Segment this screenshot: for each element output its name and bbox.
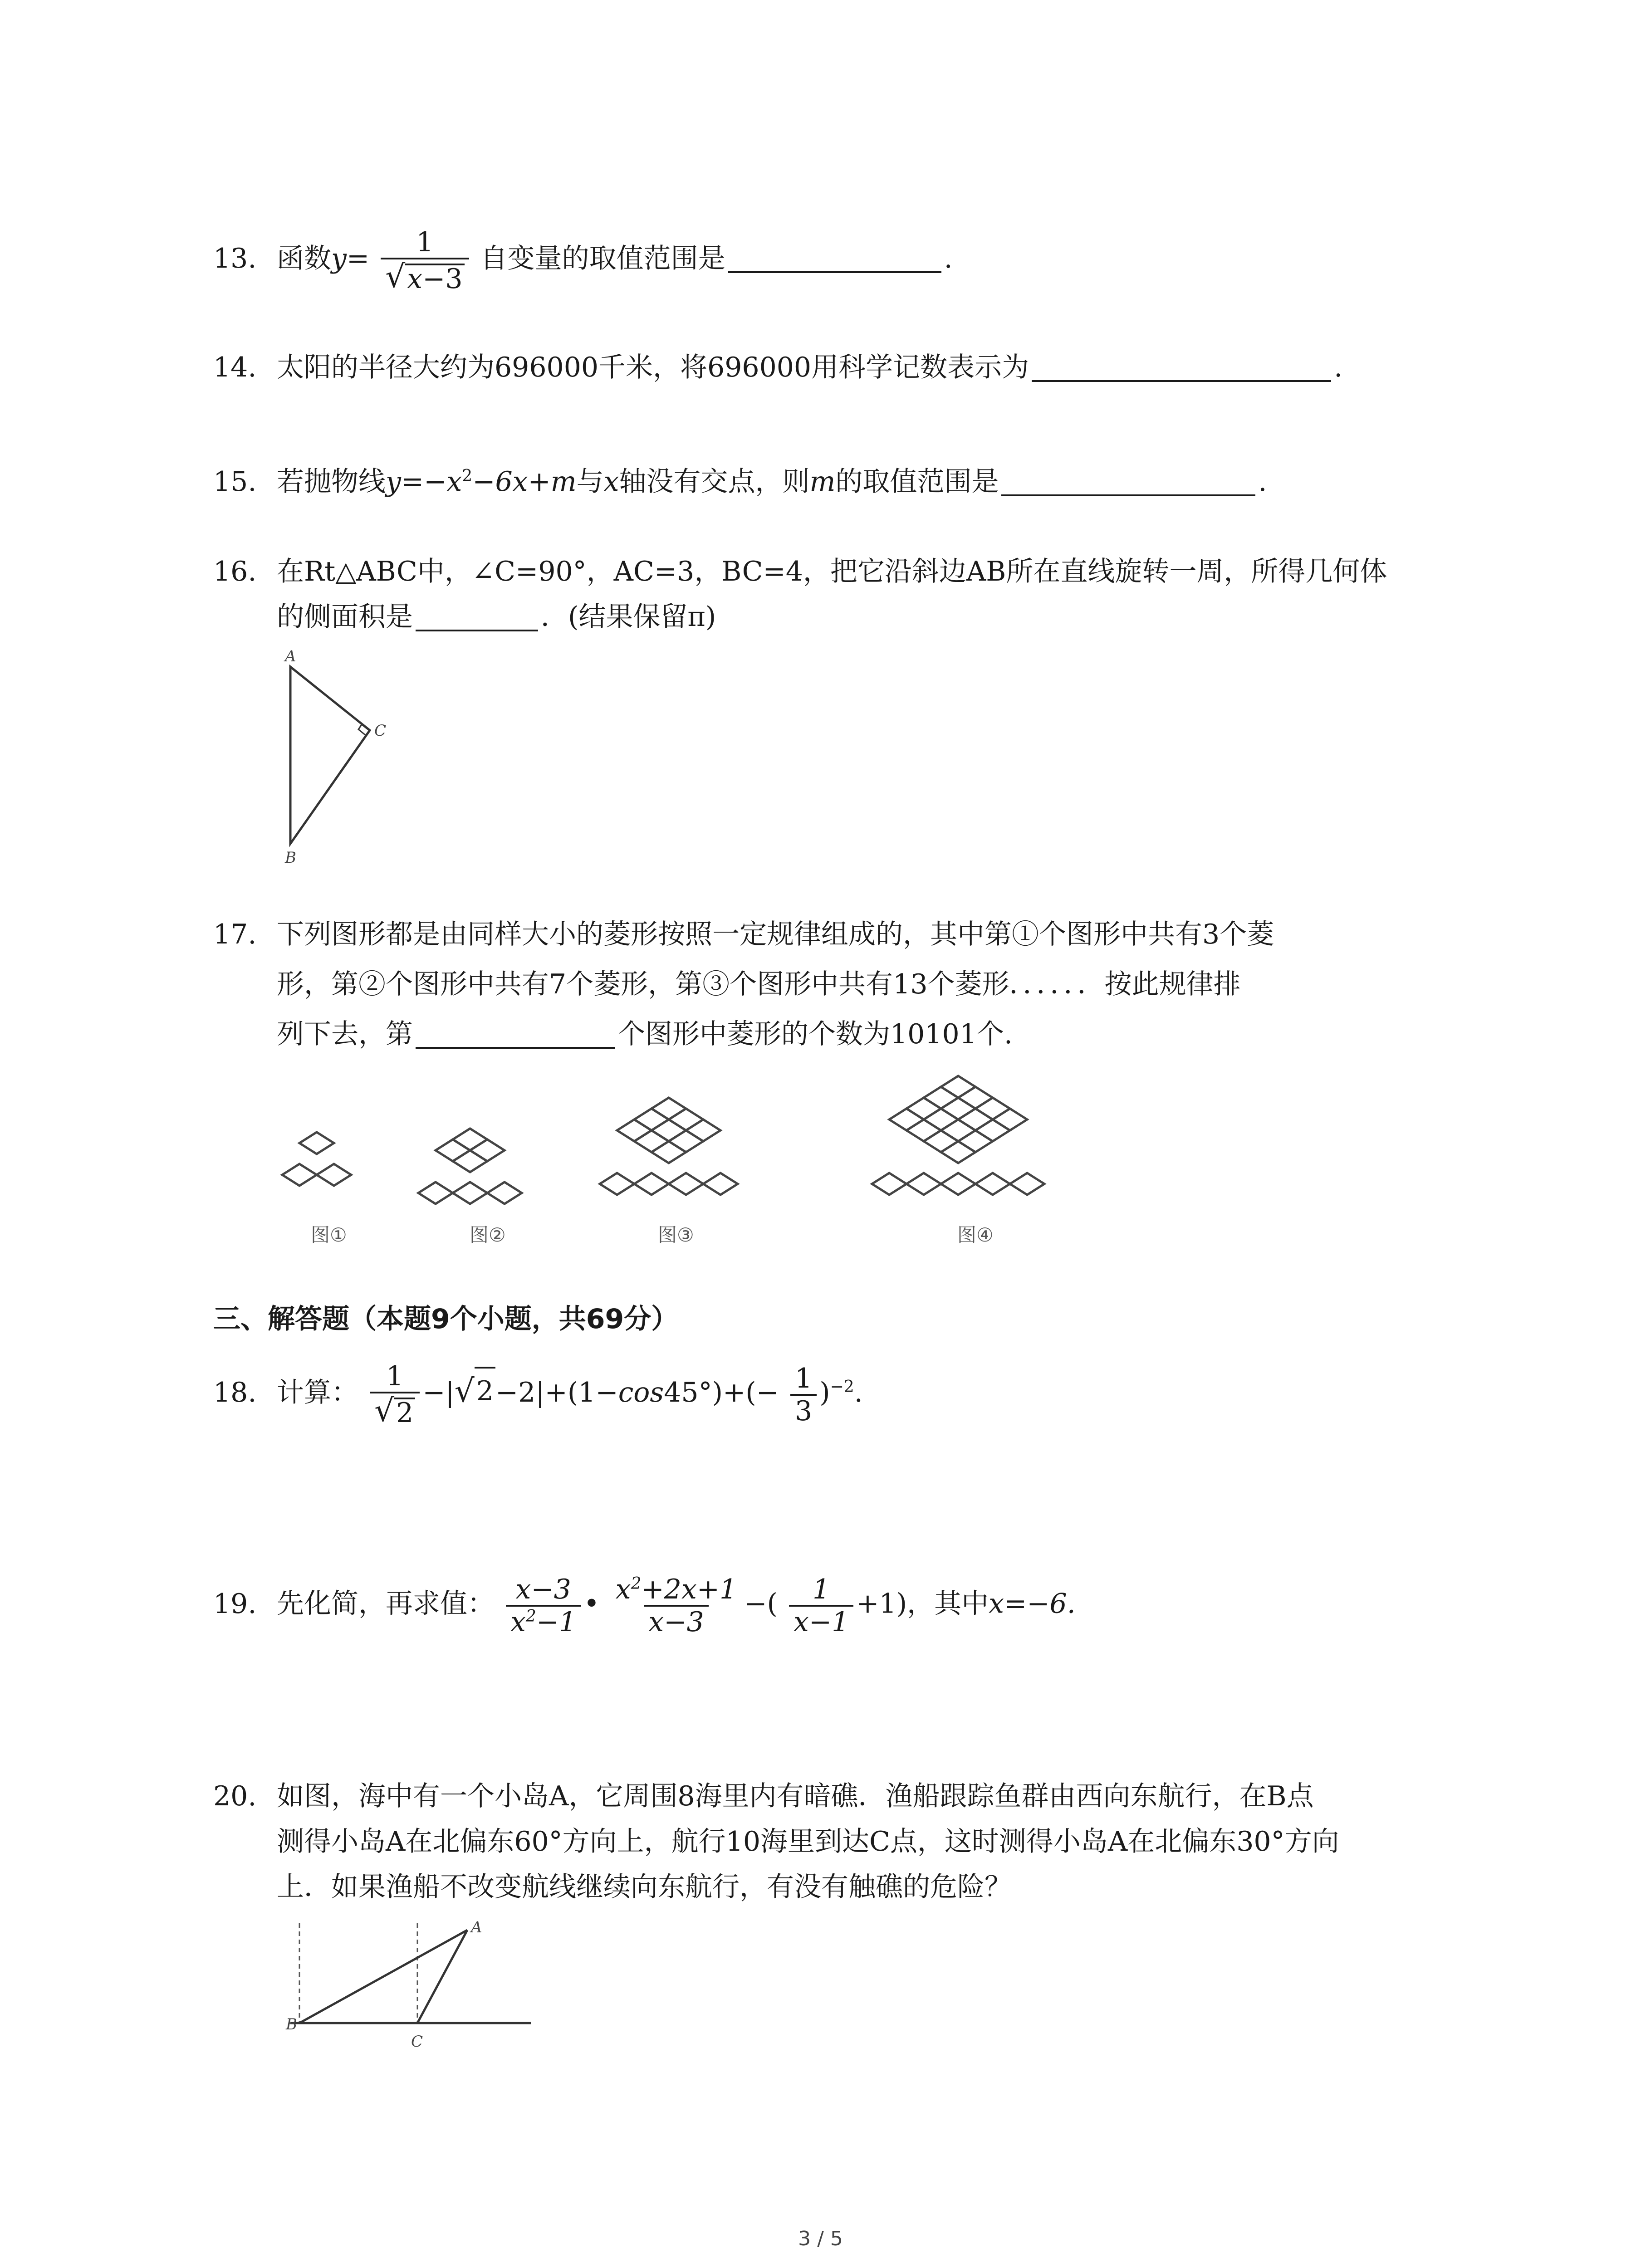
q15-text4: 轴没有交点，则 xyxy=(619,466,810,498)
q18-paren-close: ) xyxy=(819,1377,830,1409)
q15-text5: 的取值范围是 xyxy=(835,466,999,498)
caption-fig3: 图③ xyxy=(658,1224,694,1246)
q18-sqrt2-arg: 2 xyxy=(475,1367,495,1414)
rhombus-fig4 xyxy=(941,1173,975,1195)
q13-minus3: −3 xyxy=(422,263,463,295)
question-17-line2 xyxy=(213,962,1241,1007)
q18-text4: 45°)+(− xyxy=(664,1377,779,1409)
q19-dot: • xyxy=(583,1588,600,1620)
rhombus-fig4 xyxy=(975,1119,1010,1141)
q19-f1-num: x−3 xyxy=(515,1574,571,1605)
q19-text3: +1)，其中 xyxy=(856,1588,989,1620)
rhombus-fig2 xyxy=(453,1129,487,1150)
q19-f2-num-exp: 2 xyxy=(631,1574,642,1593)
q14-end: . xyxy=(1334,352,1343,383)
q14-text: 太阳的半径大约为696000千米，将696000用科学记数表示为 xyxy=(277,352,1029,383)
q17-line3b: 个图形中菱形的个数为10101个. xyxy=(618,1018,1013,1050)
rhombus-fig2 xyxy=(436,1139,470,1161)
question-19 xyxy=(213,1574,1076,1637)
rhombus-fig4 xyxy=(906,1098,941,1119)
q13-var-y: y xyxy=(331,243,347,275)
answer-blank[interactable] xyxy=(416,1047,615,1049)
q16-line2a: 的侧面积是 xyxy=(277,601,413,633)
rhombus-fig4 xyxy=(889,1109,924,1130)
caption-fig2: 图② xyxy=(470,1224,506,1246)
q17-line1: 下列图形都是由同样大小的菱形按照一定规律组成的，其中第①个图形中共有3个菱 xyxy=(277,919,1274,950)
q13-fraction xyxy=(381,227,469,294)
question-14 xyxy=(213,345,1342,390)
q18-sqrt2: √ 2 xyxy=(455,1367,495,1414)
rhombus-fig1 xyxy=(299,1132,334,1154)
rhombus-fig3 xyxy=(652,1098,686,1119)
rhombus-fig3 xyxy=(686,1119,720,1141)
label-a: A xyxy=(285,647,296,665)
q18-text3: −2|+(1− xyxy=(495,1377,618,1409)
q19-f1-den xyxy=(506,1605,581,1637)
rhombus-fig4 xyxy=(975,1098,1010,1119)
rhombus-fig4 xyxy=(958,1087,993,1109)
label-a: A xyxy=(471,1918,482,1936)
rhombus-fig3 xyxy=(669,1130,703,1152)
answer-blank[interactable] xyxy=(416,630,538,631)
q19-paren-open: −( xyxy=(744,1588,778,1620)
q19-f3-den: x−1 xyxy=(789,1605,853,1637)
question-number: 17. xyxy=(213,919,257,950)
question-16 xyxy=(213,549,1387,594)
q19-fraction-2 xyxy=(611,1574,741,1637)
question-17-line3 xyxy=(213,1012,1013,1057)
rhombus-fig3 xyxy=(652,1119,686,1141)
rhombus-fig3 xyxy=(634,1130,669,1152)
q15-expr: y=−x xyxy=(386,466,462,498)
q13-eq: = xyxy=(346,243,370,275)
question-17 xyxy=(213,912,1274,957)
q20-line3: 上．如果渔船不改变航线继续向东航行，有没有触礁的危险？ xyxy=(277,1871,1012,1903)
q18-f1-num: 1 xyxy=(386,1360,404,1392)
q13-denominator: √ x−3 xyxy=(381,258,469,294)
q18-cos: cos xyxy=(618,1377,664,1409)
rhombus-fig2 xyxy=(418,1182,453,1204)
rhombus-fig4 xyxy=(1010,1173,1044,1195)
rhombus-fig4 xyxy=(941,1076,975,1098)
q18-radicand: 2 xyxy=(394,1398,415,1427)
rhombus-fig4 xyxy=(941,1098,975,1119)
section-heading: 三、解答题（本题9个小题，共69分） xyxy=(213,1303,679,1335)
rhombus-fig4 xyxy=(906,1173,941,1195)
question-number: 18. xyxy=(213,1377,257,1409)
q18-fraction-2 xyxy=(790,1363,817,1427)
caption-fig1: 图① xyxy=(311,1224,347,1246)
q15-var-x: x xyxy=(603,466,619,498)
question-number: 15. xyxy=(213,466,257,498)
q13-text2: 自变量的取值范围是 xyxy=(480,243,725,275)
rhombus-fig3 xyxy=(652,1141,686,1163)
rhombus-fig1 xyxy=(282,1164,317,1186)
q17-line2: 形，第②个图形中共有7个菱形，第③个图形中共有13个菱形．．．．．．按此规律排 xyxy=(277,968,1241,1000)
q19-value: x=−6. xyxy=(989,1588,1076,1620)
label-b: B xyxy=(285,849,296,867)
q13-var-x: x xyxy=(407,263,423,295)
triangle-abc-figure xyxy=(272,649,408,866)
rhombus-fig4 xyxy=(906,1119,941,1141)
q18-f1-den: √ 2 xyxy=(370,1392,420,1428)
q13-text: 函数 xyxy=(277,243,331,275)
q15-text1: 若抛物线 xyxy=(277,466,386,498)
q18-text: 计算： xyxy=(277,1377,358,1409)
rhombus-fig2 xyxy=(487,1182,522,1204)
label-c: C xyxy=(411,2033,423,2051)
q20-line1: 如图，海中有一个小岛A，它周围8海里内有暗礁．渔船跟踪鱼群由西向东航行，在B点 xyxy=(277,1780,1314,1812)
rhombus-fig1 xyxy=(317,1164,351,1186)
caption-fig4: 图④ xyxy=(957,1224,994,1246)
q19-f1-den-exp: 2 xyxy=(525,1607,536,1626)
rhombus-fig4 xyxy=(924,1087,958,1109)
rhombus-fig4 xyxy=(941,1119,975,1141)
q15-text3: 与 xyxy=(576,466,604,498)
rhombus-fig4 xyxy=(993,1109,1027,1130)
q15-var-m: m xyxy=(809,466,836,498)
question-13 xyxy=(213,227,953,294)
question-number: 16. xyxy=(213,556,257,587)
answer-blank[interactable] xyxy=(1032,380,1331,382)
q18-fraction-1 xyxy=(370,1361,420,1428)
question-number: 14. xyxy=(213,352,257,383)
rhombus-fig4 xyxy=(958,1130,993,1152)
rhombus-fig3 xyxy=(634,1173,669,1195)
rhombus-fig4 xyxy=(941,1141,975,1163)
q19-f2-num xyxy=(611,1574,741,1605)
q19-fraction-1 xyxy=(506,1574,581,1637)
question-15 xyxy=(213,454,1267,504)
label-c: C xyxy=(374,722,387,740)
q18-exponent: −2 xyxy=(830,1378,854,1397)
q19-f1-den-rest: −1 xyxy=(536,1606,577,1638)
q19-text: 先化简，再求值： xyxy=(277,1588,495,1620)
q17-line3a: 列下去，第 xyxy=(277,1018,413,1050)
question-20-line3 xyxy=(213,1864,1012,1910)
rhombus-fig4 xyxy=(958,1109,993,1130)
question-16-line2 xyxy=(213,594,716,640)
rhombus-fig3 xyxy=(669,1109,703,1130)
question-20-line2 xyxy=(213,1819,1339,1864)
q19-f2-num-x: x xyxy=(615,1574,631,1605)
question-number: 20. xyxy=(213,1780,257,1812)
q19-f2-den: x−3 xyxy=(644,1605,708,1637)
rhombus-fig2 xyxy=(453,1182,487,1204)
rhombus-fig4 xyxy=(872,1173,906,1195)
rhombus-fig4 xyxy=(975,1173,1010,1195)
question-number: 19. xyxy=(213,1588,257,1620)
rhombus-fig3 xyxy=(703,1173,738,1195)
rhombus-fig2 xyxy=(453,1150,487,1172)
rhombus-fig2 xyxy=(470,1139,505,1161)
answer-blank[interactable] xyxy=(1001,494,1255,496)
rhombus-fig3 xyxy=(634,1109,669,1130)
q19-f3-num: 1 xyxy=(813,1574,830,1605)
answer-blank[interactable] xyxy=(728,271,941,273)
rhombus-pattern-figures xyxy=(0,1070,1641,1261)
q13-numerator: 1 xyxy=(416,226,434,258)
q18-abs-open: −| xyxy=(422,1377,455,1409)
q20-line2: 测得小岛A在北偏东60°方向上，航行10海里到达C点，这时测得小岛A在北偏东30°方向 xyxy=(277,1826,1339,1857)
q19-f2-num-rest: +2x+1 xyxy=(641,1574,737,1605)
q18-f2-den: 3 xyxy=(790,1394,817,1427)
question-18 xyxy=(213,1361,863,1428)
rhombus-fig3 xyxy=(669,1173,703,1195)
island-navigation-figure xyxy=(281,1919,535,2064)
q18-f2-num: 1 xyxy=(795,1362,813,1394)
question-20 xyxy=(213,1774,1314,1819)
q13-end: . xyxy=(944,243,953,275)
rhombus-fig4 xyxy=(924,1130,958,1152)
q16-line2b: ．(结果保留π) xyxy=(541,601,716,633)
q15-end: . xyxy=(1258,466,1267,498)
q19-fraction-3 xyxy=(789,1574,853,1637)
page-number: 3 / 5 xyxy=(798,2227,843,2250)
question-number: 13. xyxy=(213,243,257,275)
rhombus-fig3 xyxy=(617,1119,652,1141)
q15-exponent: 2 xyxy=(462,467,473,485)
q19-f1-den-x: x xyxy=(510,1606,526,1638)
label-b: B xyxy=(286,2015,297,2033)
q15-expr2: −6x+m xyxy=(472,466,577,498)
q16-line1: 在Rt△ABC中，∠C=90°，AC=3，BC=4，把它沿斜边AB所在直线旋转一周，所得几何体 xyxy=(277,556,1387,587)
rhombus-fig4 xyxy=(924,1109,958,1130)
q18-end: . xyxy=(854,1377,863,1409)
rhombus-fig3 xyxy=(600,1173,634,1195)
